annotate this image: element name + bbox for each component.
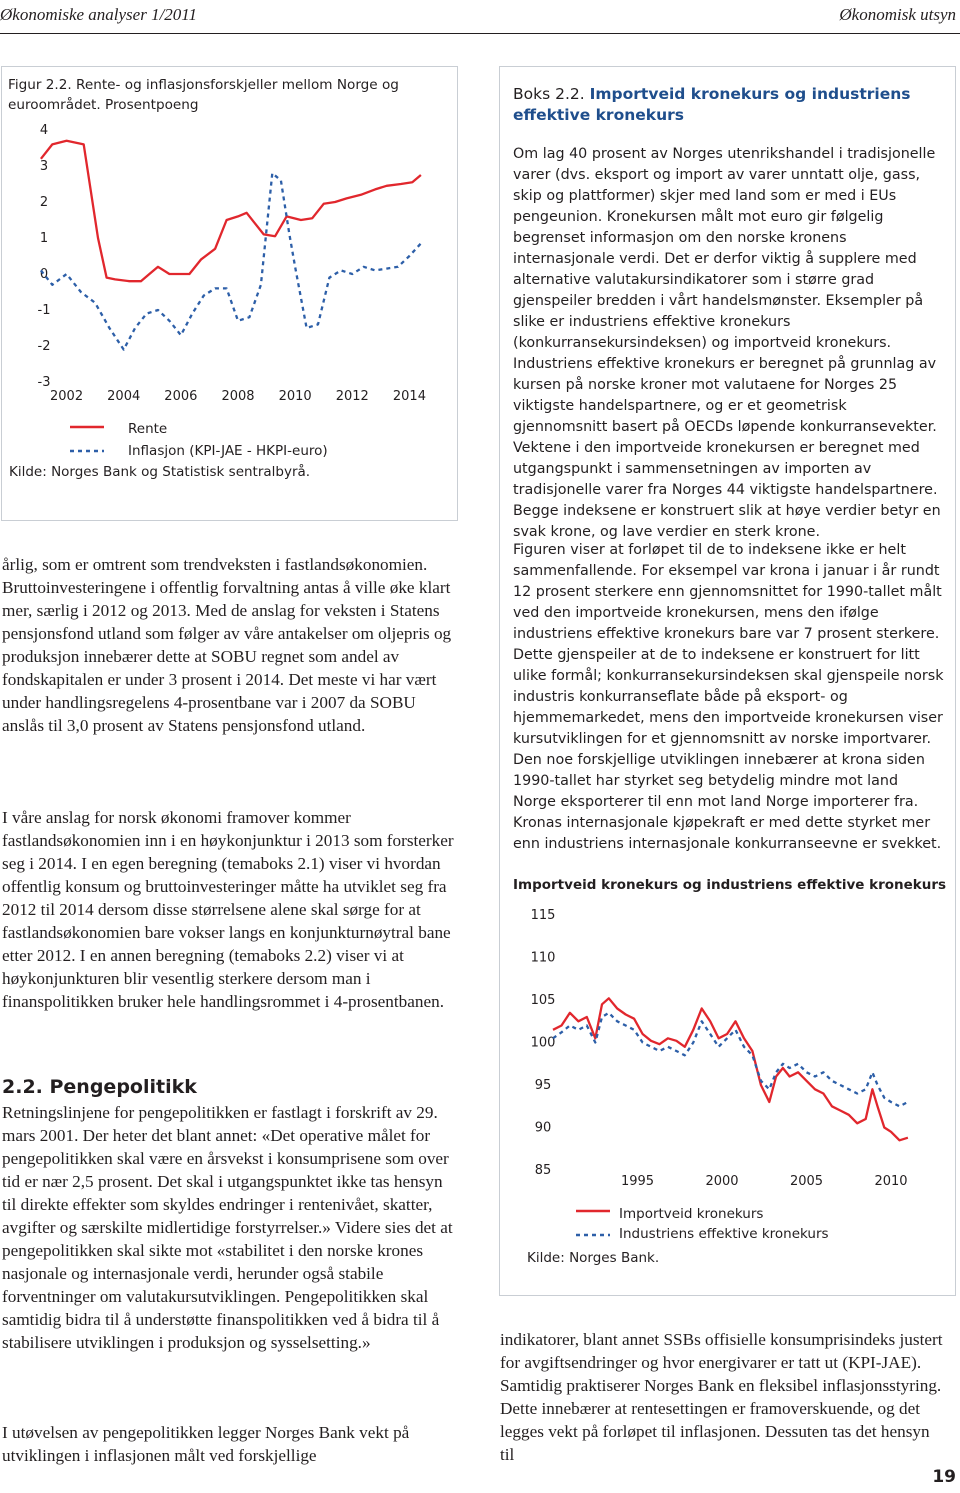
y-tick-label: 1: [39, 231, 49, 246]
y-tick-label: -2: [37, 339, 51, 354]
box-paragraph-2: Figuren viser at forløpet til de to indeksene ikke er helt sammenfallende. For eksempel var krona i januar i år rundt 12 prosent sterkere enn gjennomsnittet for 1990-tallet målt ved den importveide kronekursen, mens den ifølge industriens effektive kronekurs bare var 7 prosent sterkere. Dette gjenspeiler at de to indeksene er konstruert for litt ulike formål; konkurransekursindeksen skal gjenspeile norsk industris konkurranseflate både på eksport- og hjemmemarkedet, mens den importveide kronekursen viser kursutviklingen for et gjennomsnitt av norske importvarer. Den noe forskjellige utviklingen innebærer at krona siden 1990-tallet har styrket seg betydelig mindre mot land Norge eksporterer til enn mot land Norge importerer fra. Kronas internasjonale kjøpekraft er med dette styrket mer enn industriens internasjonale konkurranseevne er svekket.: [513, 542, 944, 852]
legend-label-industri: Industriens effektive kronekurs: [619, 1226, 829, 1242]
figure-title-text: Rente- og inflasjonsforskjeller mellom Norge og euroområdet. Prosentpoeng: [8, 77, 399, 113]
box-number: Boks 2.2.: [513, 85, 585, 103]
section-title: 2.2. Pengepolitikk: [2, 1076, 197, 1098]
page-number: 19: [932, 1467, 956, 1487]
legend-label-importveid: Importveid kronekurs: [619, 1206, 764, 1222]
body-paragraph-3: [2, 1101, 460, 1354]
rate-inflation-chart: [0, 115, 458, 415]
series-line-1: [553, 998, 908, 1140]
x-tick-label: 2000: [705, 1174, 739, 1189]
box-paragraph-1: Om lag 40 prosent av Norges utenrikshandel i tradisjonelle varer (dvs. eksport og import av varer unntatt olje, gass, skip og plattformer) skjer med land som er med i EUs pengeunion. Kronekursen målt mot euro gir følgelig begrenset informasjon om den norske kronens internasjonale verdi. Det er derfor viktig å supplere med alternative valutakursindikatorer som i større grad gjenspeiler bredden i vårt handelsmønster. Eksempler på slike er industriens effektive kronekurs (konkurransekursindeksen) og importveid kronekurs. Industriens effektive kronekurs er beregnet på grunnlag av kursen på norske kroner mot valutaene for Norges 25 viktigste handelspartnere, og er et geometrisk gjennomsnitt basert på OECDs løpende konkurransevekter. Vektene i den importveide kronekursen er beregnet med utgangspunkt i sammensetningen av importen av tradisjonelle varer fra Norges 44 viktigste handelspartnere. Begge indeksene er konstruert slik at høye verdier betyr en svak krone, og lave verdier en sterk krone.: [513, 146, 941, 540]
body-paragraph-2-text: I våre anslag for norsk økonomi framover kommer fastlandsøkonomien inn i en høykonjunktur i 2013 som forsterker seg i 2014. I en egen beregning (temaboks 2.1) viser vi hvordan offentlig konsum og bruttoinvesteringer måtte ha utviklet seg fra 2012 til 2014 dersom disse størrelsene alene skal sørge for at fastlandsøkonomien bare vokser langs en konjunkturnøytral bane etter 2012. I en annen beregning (temaboks 2.2) viser vi at høykonjunkturen blir vesentlig sterkere dersom man i finanspolitikken bruker hele handlingsrommet i 4-prosentbanen.: [2, 808, 454, 1011]
y-tick-label: 115: [530, 908, 556, 923]
legend-label-inflasjon: Inflasjon (KPI-JAE - HKPI-euro): [128, 443, 328, 459]
body-paragraph-right: [500, 1328, 945, 1466]
x-tick-label: 2006: [164, 389, 198, 404]
header-section: Økonomisk utsyn: [839, 5, 956, 24]
chart2-title: Importveid kronekurs og industriens effektive kronekurs: [513, 877, 947, 893]
y-tick-label: 105: [530, 993, 556, 1008]
figure1-source: Kilde: Norges Bank og Statistisk sentralbyrå.: [9, 464, 311, 480]
y-tick-label: 95: [534, 1078, 552, 1093]
y-tick-label: 0: [39, 267, 49, 282]
y-tick-label: 100: [530, 1035, 556, 1051]
body-paragraph-4-text: I utøvelsen av pengepolitikken legger Norges Bank vekt på utviklingen i inflasjonen målt ved forskjellige: [2, 1423, 410, 1465]
body-paragraph-1: [2, 553, 460, 737]
x-tick-label: 2014: [392, 389, 426, 404]
series-line-1: [41, 141, 421, 281]
figure2-source: Kilde: Norges Bank.: [527, 1250, 660, 1266]
figure-title: [8, 75, 428, 115]
page-header: [0, 0, 960, 34]
krone-index-chart: [500, 895, 955, 1195]
x-tick-label: 2002: [50, 389, 84, 404]
y-tick-label: 2: [39, 195, 49, 210]
x-tick-label: 2004: [107, 389, 141, 404]
series-line-2: [553, 1013, 908, 1107]
header-journal: Økonomiske analyser 1/2011: [0, 5, 198, 24]
x-tick-label: 2012: [335, 389, 369, 404]
legend-label-rente: Rente: [128, 421, 168, 437]
y-tick-label: 90: [534, 1120, 552, 1136]
y-tick-label: 4: [39, 123, 49, 138]
x-tick-label: 2008: [221, 389, 255, 404]
x-tick-label: 2005: [789, 1174, 824, 1189]
y-tick-label: 110: [530, 950, 556, 966]
box-title-text: Importveid kronekurs og industriens effektive kronekurs: [513, 85, 911, 124]
y-tick-label: -3: [37, 375, 51, 390]
body-paragraph-3-text: Retningslinjene for pengepolitikken er fastlagt i forskrift av 29. mars 2001. Der heter det blant annet: «Det operative målet for pengepolitikken skal være en årsvekst i konsumprisene som over tid er nær 2,5 prosent. Det skal i utgangspunktet ikke tas hensyn til direkte effekter som skyldes endringer i rentenivået, skatter, avgifter og særskilte midlertidige forstyrrelser.» Videre sies det at pengepolitikken skal sikte mot «stabilitet i den norske krones nasjonale og internasjonale verdi, herunder også stabile forventninger om valutakursutviklingen. Pengepolitikken skal samtidig bidra til å understøtte finanspolitikken ved å bidra til å stabilisere utviklingen i produksjon og sysselsetting.»: [2, 1103, 453, 1352]
x-tick-label: 2010: [874, 1174, 908, 1189]
x-tick-label: 2010: [278, 389, 312, 404]
series-line-2: [41, 173, 421, 349]
body-paragraph-1-text: årlig, som er omtrent som trendveksten i fastlandsøkonomien. Bruttoinvesteringene i offentlig forvaltning antas å ville øke klart mer, særlig i 2012 og 2013. Med de anslag for veksten i Statens pensjonsfond utland som følger av våre antakelser om oljepris og produksjon innebærer dette at SOBU regnet som andel av fondskapitalen er under 3 prosent i 2014. Det meste vi har vært under handlingsregelens 4-prosentbane var i 2007 da SOBU anslås til 3,0 prosent av Statens pensjonsfond utland.: [2, 555, 452, 735]
body-paragraph-right-text: indikatorer, blant annet SSBs offisielle konsumprisindeks justert for avgiftsendringer og hvor energivarer er tatt ut (KPI-JAE). Samtidig praktiserer Norges Bank en fleksibel inflasjonsstyring. Dette innebærer at rentesettingen er framoverskuende, og det legges vekt på forløpet til inflasjonen. Dessuten tas det hensyn til: [500, 1330, 943, 1464]
figure-number: Figur 2.2.: [8, 77, 72, 93]
body-paragraph-2: [2, 806, 460, 1013]
y-tick-label: 3: [39, 159, 49, 174]
y-tick-label: -1: [37, 303, 51, 318]
body-paragraph-4: [2, 1421, 460, 1467]
box-title: [513, 84, 943, 126]
x-tick-label: 1995: [620, 1174, 655, 1189]
y-tick-label: 85: [534, 1163, 552, 1178]
figure1-legend-swatches: [70, 420, 130, 460]
